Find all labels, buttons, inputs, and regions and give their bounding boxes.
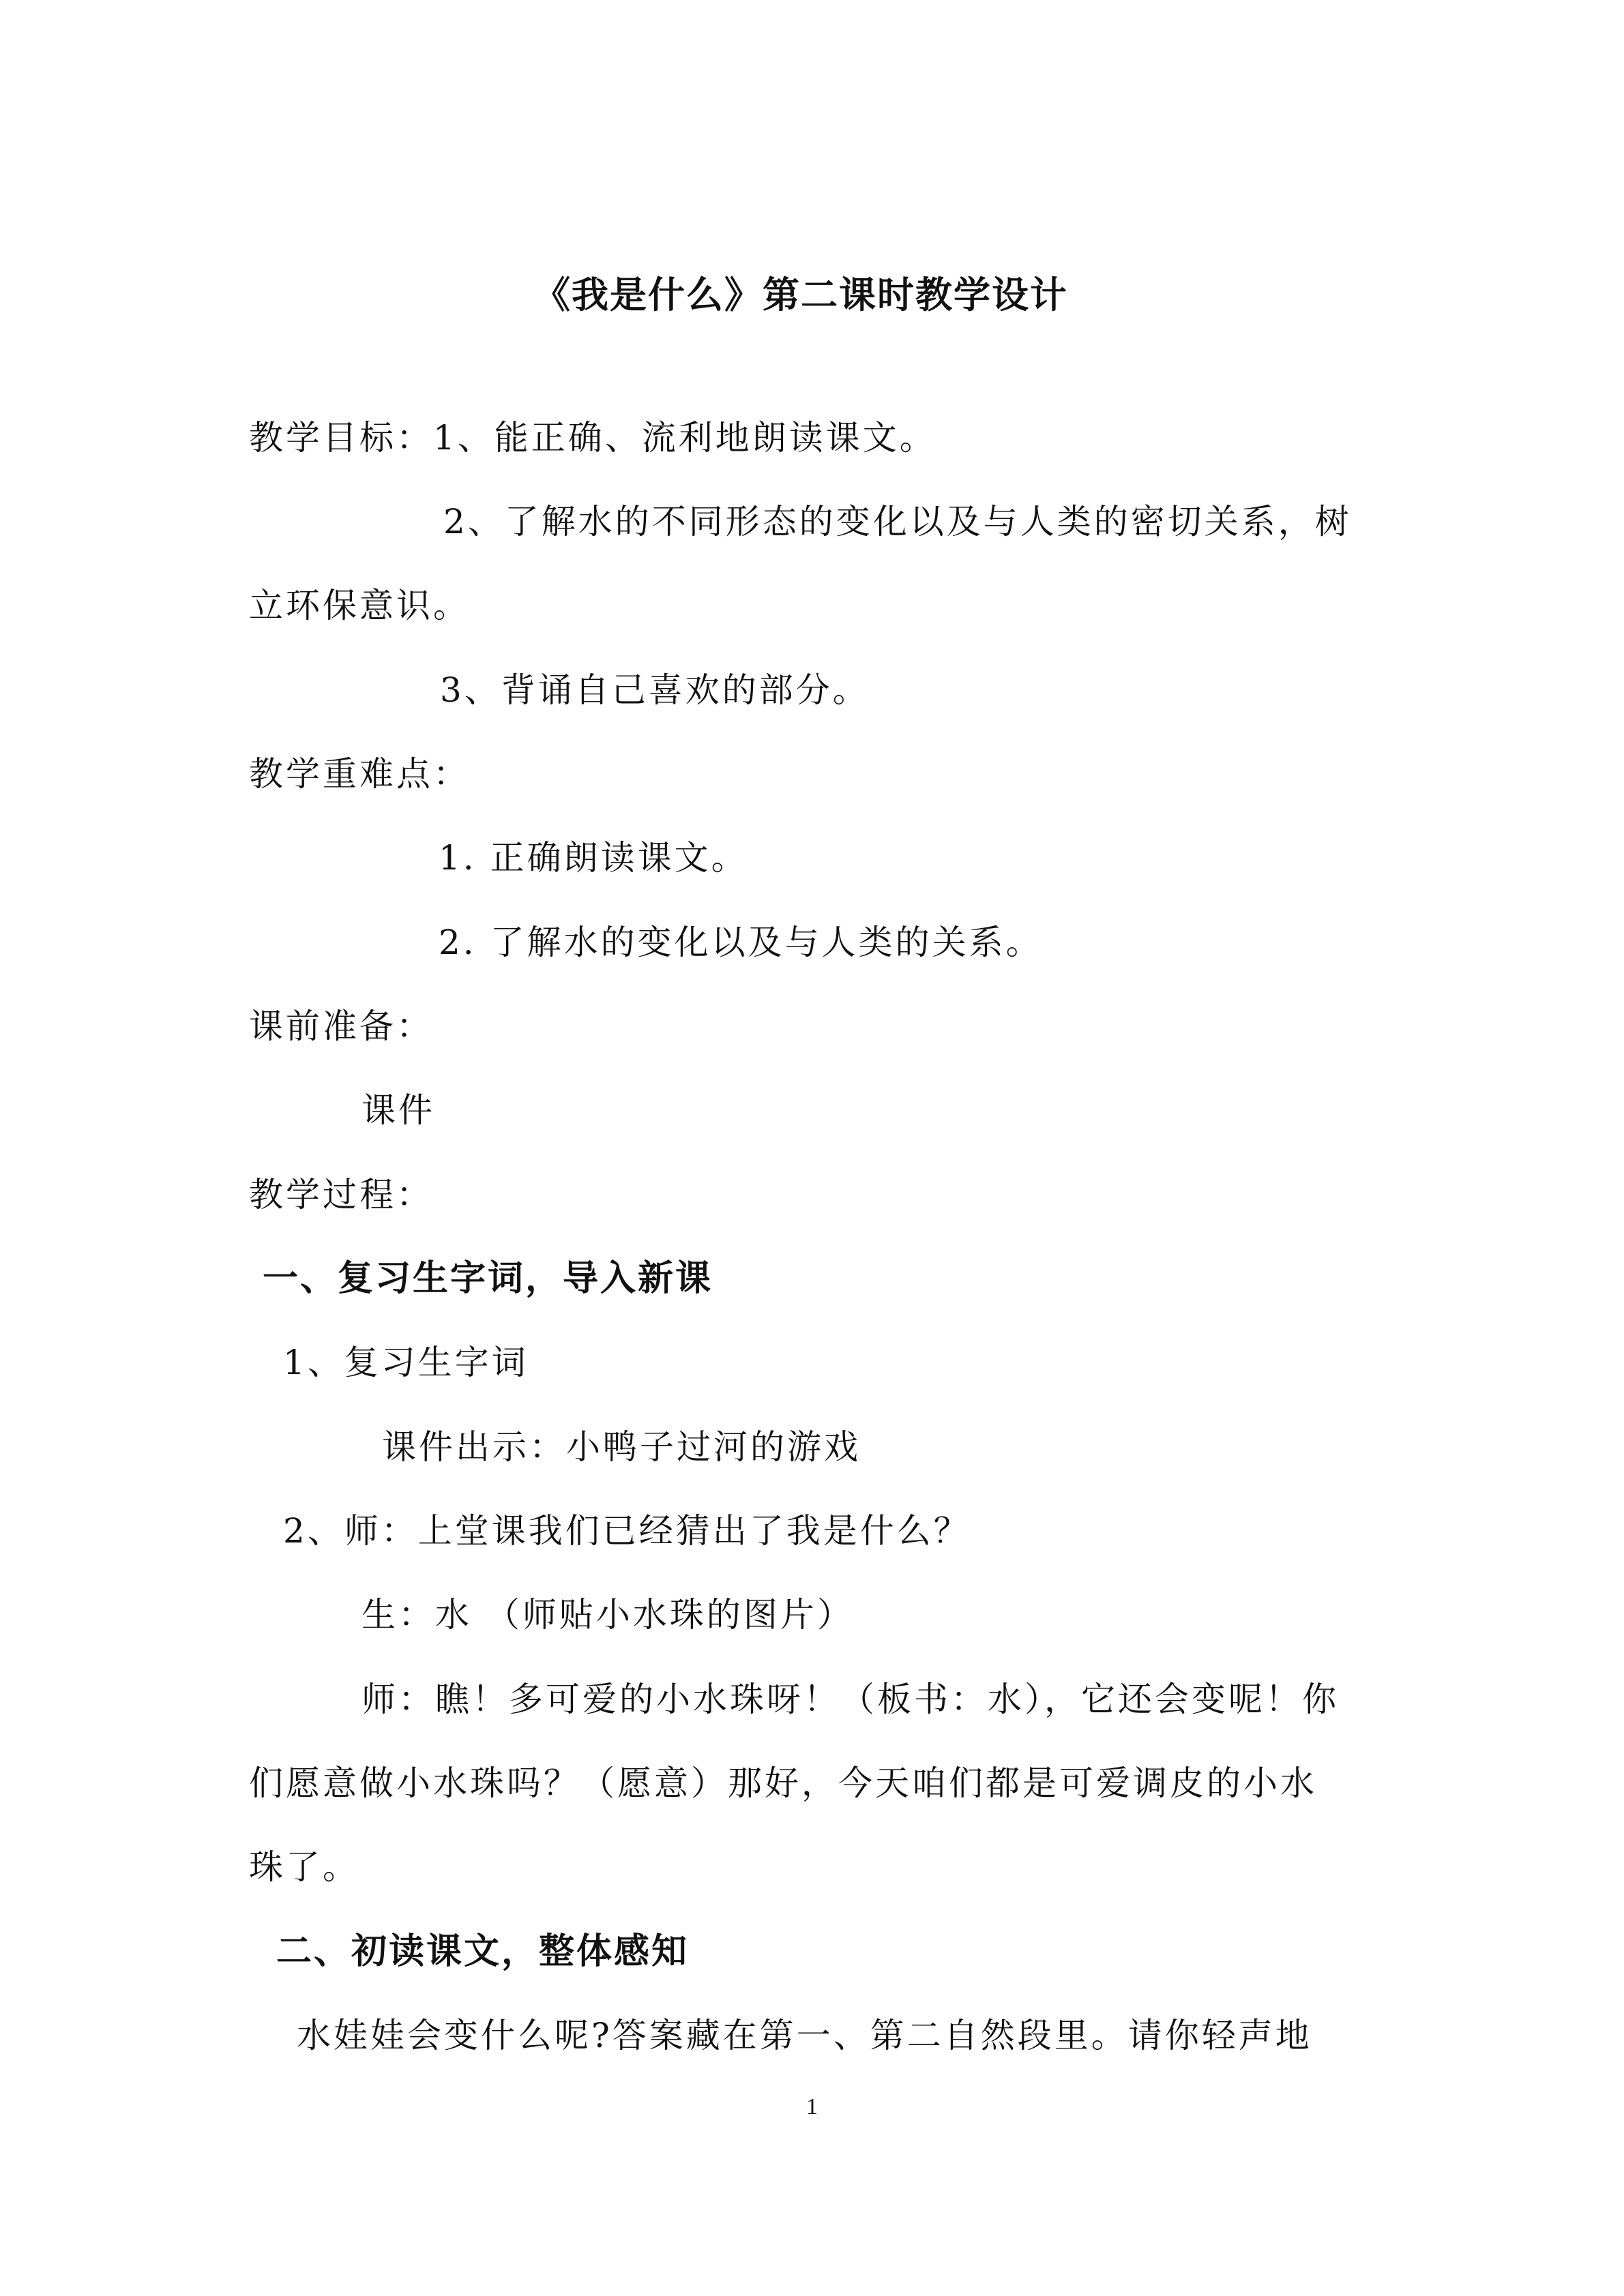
- section-2-title: 二、初读课文，整体感知: [276, 1930, 690, 1972]
- section-2-paragraph: 水娃娃会变什么呢?答案藏在第一、第二自然段里。请你轻声地: [297, 2016, 1312, 2055]
- section-1-step-2: 2、师：上堂课我们已经猜出了我是什么？: [283, 1511, 971, 1551]
- goals-line-1: 教学目标：1、能正确、流利地朗读课文。: [249, 418, 936, 458]
- preparation-heading: 课前准备：: [249, 1007, 433, 1046]
- section-1-teacher-line-a: 师：瞧！多可爱的小水珠呀！（板书：水），它还会变呢！你: [361, 1680, 1339, 1719]
- section-1-step-1: 1、复习生字词: [283, 1343, 529, 1382]
- section-1-teacher-line-b: 们愿意做小水珠吗？（愿意）那好，今天咱们都是可爱调皮的小水: [249, 1763, 1317, 1803]
- section-1-teacher-line-c: 珠了。: [249, 1847, 359, 1887]
- key-points-heading: 教学重难点：: [249, 754, 470, 794]
- process-heading: 教学过程：: [249, 1175, 433, 1214]
- document-title: 《我是什么》第二课时教学设计: [533, 273, 1068, 316]
- section-1-student: 生：水 （师贴小水珠的图片）: [361, 1595, 854, 1635]
- page-number: 1: [806, 2094, 818, 2119]
- section-1-step-1-detail: 课件出示：小鸭子过河的游戏: [382, 1427, 861, 1467]
- section-1-title: 一、复习生字词，导入新课: [263, 1257, 713, 1299]
- key-points-item-1: 1. 正确朗读课文。: [439, 838, 748, 878]
- goals-line-2a: 2、了解水的不同形态的变化以及与人类的密切关系，树: [443, 502, 1352, 541]
- preparation-item: 课件: [361, 1090, 435, 1130]
- key-points-item-2: 2. 了解水的变化以及与人类的关系。: [439, 923, 1043, 962]
- goals-line-2b: 立环保意识。: [249, 586, 470, 625]
- goals-line-3: 3、背诵自己喜欢的部分。: [440, 670, 870, 710]
